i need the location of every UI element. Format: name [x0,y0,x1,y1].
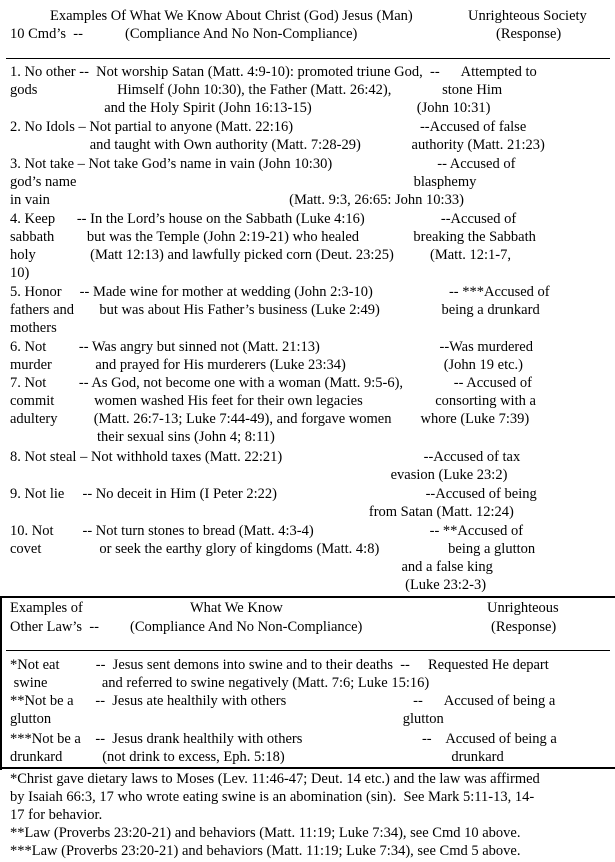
cmd-row-5-line-3: mothers [10,320,57,336]
footnote-line-4: **Law (Proverbs 23:20-21) and behaviors (Matt. 11:19; Luke 7:34), see Cmd 10 above. [10,825,521,841]
law-row-3-line-2: drunkard (not drink to excess, Eph. 5:18) drunkard [10,749,504,765]
header2-response: (Response) [491,619,557,635]
cmd-row-7-line-4: their sexual sins (John 4; 8:11) [10,429,275,445]
cmd-row-1-line-1: 1. No other -- Not worship Satan (Matt. 4:9-10): promoted triune God, -- Attempted to [10,64,537,80]
footnote-line-2: by Isaiah 66:3, 17 who wrote eating swine is an abomination (sin). See Mark 5:11-13, 14- [10,789,535,805]
law-row-2-line-2: glutton glutton [10,711,444,727]
header2-examples: Examples of [10,600,83,616]
cmd-row-10-line-2: covet or seek the earthy glory of kingdoms (Matt. 4:8) being a glutton [10,541,536,557]
header-response: (Response) [496,26,562,42]
left-border [0,596,2,770]
cmd-row-10-line-3: and a false king [10,559,493,575]
header-cmds: 10 Cmd’s -- [10,26,83,42]
footnote-line-5: ***Law (Proverbs 23:20-21) and behaviors (Matt. 11:19; Luke 7:34), see Cmd 5 above. [10,843,521,859]
cmd-row-7-line-3: adultery (Matt. 26:7-13; Luke 7:44-49), and forgave women whore (Luke 7:39) [10,411,530,427]
cmd-row-4-line-2: sabbath but was the Temple (John 2:19-21) who healed breaking the Sabbath [10,229,536,245]
cmd-row-7-line-2: commit women washed His feet for their own legacies consorting with a [10,393,536,409]
cmd-row-4-line-3: holy (Matt 12:13) and lawfully picked corn (Deut. 23:25) (Matt. 12:1-7, [10,247,511,263]
section-divider [0,767,615,769]
header-society: Unrighteous Society [468,8,587,24]
law-row-1-line-1: *Not eat -- Jesus sent demons into swine and to their deaths -- Requested He depart [10,657,549,673]
cmd-row-6-line-2: murder and prayed for His murderers (Luke 23:34) (John 19 etc.) [10,357,524,373]
cmd-row-1-line-2: gods Himself (John 10:30), the Father (Matt. 26:42), stone Him [10,82,503,98]
law-row-2-line-1: **Not be a -- Jesus ate healthily with others -- Accused of being a [10,693,556,709]
header2-unrighteous: Unrighteous [487,600,559,616]
cmd-row-5-line-1: 5. Honor -- Made wine for mother at wedding (John 2:3-10) -- ***Accused of [10,284,550,300]
cmd-row-2-line-2: and taught with Own authority (Matt. 7:28-29) authority (Matt. 21:23) [10,137,545,153]
cmd-row-4-line-4: 10) [10,265,30,281]
law-row-3-line-1: ***Not be a -- Jesus drank healthily with others -- Accused of being a [10,731,557,747]
header2-what-we-know: What We Know [190,600,283,616]
cmd-row-7-line-1: 7. Not -- As God, not become one with a woman (Matt. 9:5-6), -- Accused of [10,375,532,391]
footnote-line-1: *Christ gave dietary laws to Moses (Lev. 11:46-47; Deut. 14 etc.) and the law was affirmed [10,771,540,787]
cmd-row-9-line-2: from Satan (Matt. 12:24) [10,504,514,520]
cmd-row-4-line-1: 4. Keep -- In the Lord’s house on the Sabbath (Luke 4:16) --Accused of [10,211,517,227]
cmd-row-3-line-3: in vain (Matt. 9:3, 26:65: John 10:33) [10,192,464,208]
law-row-1-line-2: swine and referred to swine negatively (Matt. 7:6; Luke 15:16) [10,675,430,691]
divider [6,58,610,59]
cmd-row-8-line-2: evasion (Luke 23:2) [10,467,508,483]
header2-other-laws: Other Law’s -- [10,619,99,635]
cmd-row-1-line-3: and the Holy Spirit (John 16:13-15) (John 10:31) [10,100,491,116]
footnote-line-3: 17 for behavior. [10,807,103,823]
cmd-row-10-line-4: (Luke 23:2-3) [10,577,487,593]
cmd-row-8-line-1: 8. Not steal – Not withhold taxes (Matt. 22:21) --Accused of tax [10,449,521,465]
cmd-row-5-line-2: fathers and but was about His Father’s business (Luke 2:49) being a drunkard [10,302,540,318]
cmd-row-9-line-1: 9. Not lie -- No deceit in Him (I Peter 2:22) --Accused of being [10,486,537,502]
cmd-row-3-line-2: god’s name blasphemy [10,174,477,190]
header-compliance: (Compliance And No Non-Compliance) [125,26,358,42]
divider [6,650,610,651]
section-divider [0,596,615,598]
cmd-row-2-line-1: 2. No Idols – Not partial to anyone (Matt. 22:16) --Accused of false [10,119,527,135]
header-title: Examples Of What We Know About Christ (God) Jesus (Man) [50,8,413,24]
header2-compliance: (Compliance And No Non-Compliance) [130,619,363,635]
cmd-row-6-line-1: 6. Not -- Was angry but sinned not (Matt. 21:13) --Was murdered [10,339,533,355]
cmd-row-10-line-1: 10. Not -- Not turn stones to bread (Matt. 4:3-4) -- **Accused of [10,523,524,539]
cmd-row-3-line-1: 3. Not take – Not take God’s name in vain (John 10:30) -- Accused of [10,156,516,172]
